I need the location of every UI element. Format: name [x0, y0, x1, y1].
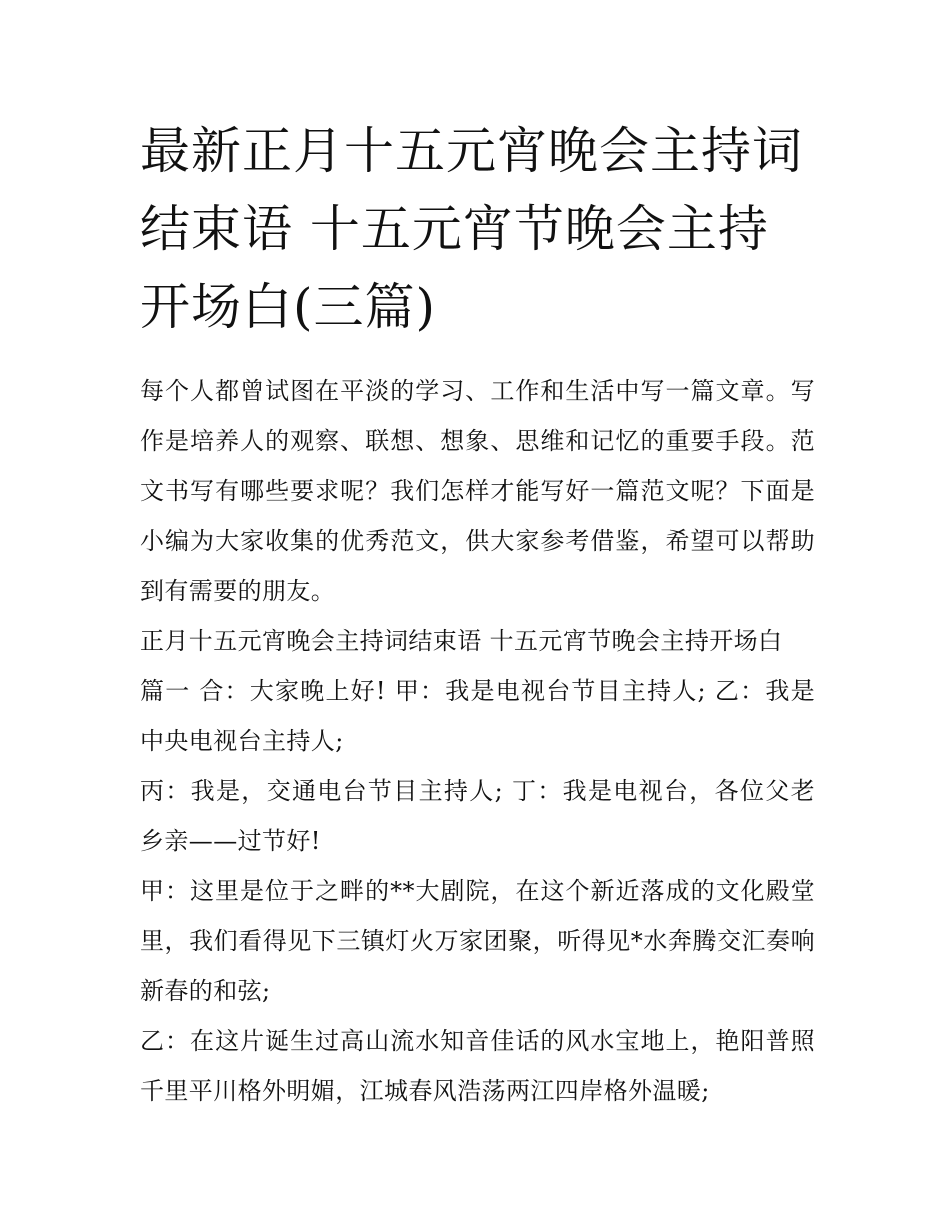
paragraph-subtitle: 正月十五元宵晚会主持词结束语 十五元宵节晚会主持开场白: [140, 627, 783, 655]
paragraph-opening: 篇一 合：大家晚上好! 甲：我是电视台节目主持人; 乙：我是中央电视台主持人;: [140, 677, 815, 755]
paragraph-hosts: 丙：我是，交通电台节目主持人; 丁：我是电视台，各位父老乡亲——过节好!: [140, 777, 815, 855]
paragraph-yi: 乙：在这片诞生过高山流水知音佳话的风水宝地上，艳阳普照千里平川格外明媚，江城春风浩荡两江四岸格外温暖;: [140, 1027, 815, 1105]
paragraph-jia: 甲：这里是位于之畔的**大剧院，在这个新近落成的文化殿堂里，我们看得见下三镇灯火万家团聚，听得见*水奔腾交汇奏响新春的和弦;: [140, 877, 815, 1005]
document-title: 最新正月十五元宵晚会主持词结束语 十五元宵节晚会主持开场白(三篇): [140, 122, 803, 336]
document-page: [140, 112, 815, 1116]
paragraph-intro: 每个人都曾试图在平淡的学习、工作和生活中写一篇文章。写作是培养人的观察、联想、想象、思维和记忆的重要手段。范文书写有哪些要求呢？我们怎样才能写好一篇范文呢？下面是小编为大家收集的优秀范文，供大家参考借鉴，希望可以帮助到有需要的朋友。: [140, 377, 815, 605]
document-body: [140, 366, 815, 1116]
